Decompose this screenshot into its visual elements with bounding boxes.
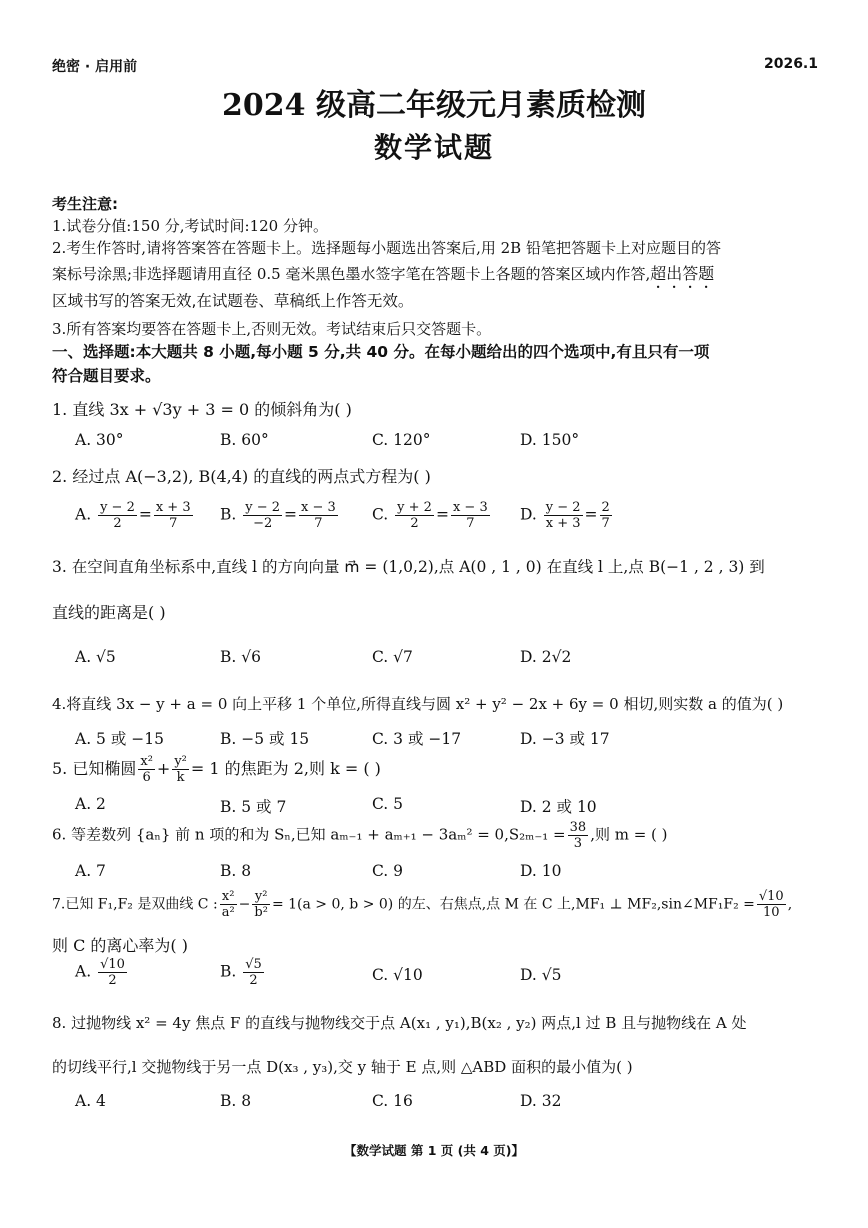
- q6-option-d: D. 10: [520, 862, 562, 880]
- section-heading-line2: 符合题目要求。: [52, 367, 161, 385]
- q8-option-c: C. 16: [372, 1092, 413, 1110]
- notice-item-2-text: 案标号涂黑;非选择题请用直径 0.5 毫米黑色墨水签字笔在答题卡上各题的答案区域内作答,: [52, 265, 651, 283]
- question-7: 7.已知 F₁,F₂ 是双曲线 C : $\frac{\text{x²}}{\text{a²}}$ − $\frac{\text{y²}}{\text{b²}}$ = 1(a > 0, b > 0) 的左、右焦点,点 M 在 C 上,MF₁ ⊥ MF₂,sin∠MF₁F₂ = $\frac{√10}{10}$ ,: [52, 889, 793, 920]
- q7-option-a: A. $\frac{√10}{2}$: [75, 957, 125, 988]
- question-8: 8. 过抛物线 x² = 4y 焦点 F 的直线与抛物线交于点 A(x₁ , y₁),B(x₂ , y₂) 两点,l 过 B 且与抛物线在 A 处: [52, 1014, 747, 1032]
- q2-option-b: B. $\frac{y - 2}{-2}$ = $\frac{x - 3}{7}$: [220, 500, 336, 531]
- q2-option-d: D. $\frac{y - 2}{x + 3}$ = $\frac{2}{7}$: [520, 500, 610, 531]
- q5-option-c: C. 5: [372, 795, 404, 813]
- q7-option-c: C. √10: [372, 966, 423, 984]
- q8-option-a: A. 4: [75, 1092, 106, 1110]
- q5-option-d: D. 2 或 10: [520, 798, 597, 816]
- fraction: $\frac{x - 3}{7}$: [452, 500, 488, 531]
- q3-option-d: D. 2√2: [520, 648, 572, 666]
- fraction: $\frac{√10}{2}$: [100, 957, 125, 988]
- notice-item-3: 3.所有答案均要答在答题卡上,否则无效。考试结束后只交答题卡。: [52, 320, 492, 338]
- fraction: $\frac{y + 2}{2}$: [397, 500, 432, 531]
- fraction: $\frac{\text{x²}}{6}$: [140, 754, 153, 785]
- question-4: 4.将直线 3x − y + a = 0 向上平移 1 个单位,所得直线与圆 x² + y² − 2x + 6y = 0 相切,则实数 a 的值为( ): [52, 695, 784, 713]
- fraction: $\frac{y - 2}{x + 3}$: [545, 500, 581, 531]
- notice-item-2-line1: 2.考生作答时,请将答案答在答题卡上。选择题每小题选出答案后,用 2B 铅笔把答题卡上对应题目的答: [52, 239, 721, 257]
- question-3: 3. 在空间直角坐标系中,直线 l 的方向向量 m⃗ = (1,0,2),点 A(0 , 1 , 0) 在直线 l 上,点 B(−1 , 2 , 3) 到: [52, 558, 765, 576]
- q2-option-c: C. $\frac{y + 2}{2}$ = $\frac{x - 3}{7}$: [372, 500, 488, 531]
- question-1: 1. 直线 3x + √3y + 3 = 0 的倾斜角为( ): [52, 400, 352, 419]
- q8-option-d: D. 32: [520, 1092, 562, 1110]
- section-heading-line1: 一、选择题:本大题共 8 小题,每小题 5 分,共 40 分。在每小题给出的四个选项中,有且只有一项: [52, 343, 710, 361]
- q3-option-a: A. √5: [75, 648, 116, 666]
- q6-option-c: C. 9: [372, 862, 404, 880]
- question-5: 5. 已知椭圆 $\frac{\text{x²}}{6}$ + $\frac{\text{y²}}{k}$ = 1 的焦距为 2,则 k = ( ): [52, 754, 381, 785]
- q1-option-a: A. 30°: [75, 431, 124, 449]
- notice-emphasis: 超出答题: [650, 264, 715, 283]
- question-3-line2: 直线的距离是( ): [52, 603, 166, 622]
- q6-option-b: B. 8: [220, 862, 252, 880]
- fraction: $\frac{x + 3}{7}$: [155, 500, 191, 531]
- fraction: $\frac{y - 2}{-2}$: [245, 500, 281, 531]
- page-footer: 【数学试题 第 1 页 (共 4 页)】: [344, 1143, 524, 1158]
- notice-item-2-line3: 区域书写的答案无效,在试题卷、草稿纸上作答无效。: [52, 292, 414, 310]
- fraction: $\frac{2}{7}$: [601, 500, 610, 531]
- question-2: 2. 经过点 A(−3,2), B(4,4) 的直线的两点式方程为( ): [52, 467, 431, 486]
- q4-option-b: B. −5 或 15: [220, 730, 310, 748]
- exam-title: 2024 级高二年级元月素质检测: [222, 88, 646, 123]
- exam-date: 2026.1: [763, 56, 818, 72]
- question-8-line2: 的切线平行,l 交抛物线于另一点 D(x₃ , y₃),交 y 轴于 E 点,则 △ABD 面积的最小值为( ): [52, 1058, 633, 1076]
- q3-option-b: B. √6: [220, 648, 261, 666]
- q7-option-b: B. $\frac{√5}{2}$: [220, 957, 262, 988]
- question-6: 6. 等差数列 {aₙ} 前 n 项的和为 Sₙ,已知 aₘ₋₁ + aₘ₊₁ − 3aₘ² = 0,S₂ₘ₋₁ = $\frac{38}{3}$ ,则 m = ( ): [52, 820, 668, 851]
- q4-option-a: A. 5 或 −15: [75, 730, 164, 748]
- q7-option-d: D. √5: [520, 966, 562, 984]
- q6-option-a: A. 7: [75, 862, 106, 880]
- fraction: $\frac{x - 3}{7}$: [301, 500, 336, 531]
- q1-option-b: B. 60°: [220, 431, 269, 449]
- q4-option-c: C. 3 或 −17: [372, 730, 462, 748]
- fraction: $\frac{38}{3}$: [569, 820, 587, 851]
- q5-option-b: B. 5 或 7: [220, 798, 287, 816]
- fraction: $\frac{y - 2}{2}$: [100, 500, 135, 531]
- notice-item-2-line2: [52, 261, 714, 292]
- notice-heading: 考生注意:: [52, 195, 118, 213]
- q3-option-c: C. √7: [372, 648, 413, 666]
- notice-item-1: 1.试卷分值:150 分,考试时间:120 分钟。: [52, 217, 328, 235]
- q2-option-a: A. $\frac{y - 2}{2}$ = $\frac{x + 3}{7}$: [75, 500, 191, 531]
- confidential-label: 绝密 · 启用前: [52, 59, 138, 75]
- q1-option-d: D. 150°: [520, 431, 580, 449]
- q5-option-a: A. 2: [75, 795, 106, 813]
- fraction: $\frac{√10}{10}$: [758, 889, 784, 920]
- q1-option-c: C. 120°: [372, 431, 431, 449]
- q4-option-d: D. −3 或 17: [520, 730, 610, 748]
- fraction: $\frac{√5}{2}$: [245, 957, 262, 988]
- exam-subtitle: 数学试题: [373, 131, 494, 164]
- fraction: $\frac{\text{x²}}{\text{a²}}$: [221, 889, 235, 920]
- question-7-line2: 则 C 的离心率为( ): [52, 936, 188, 955]
- fraction: $\frac{\text{y²}}{k}$: [174, 754, 187, 785]
- fraction: $\frac{\text{y²}}{\text{b²}}$: [254, 889, 268, 920]
- q8-option-b: B. 8: [220, 1092, 252, 1110]
